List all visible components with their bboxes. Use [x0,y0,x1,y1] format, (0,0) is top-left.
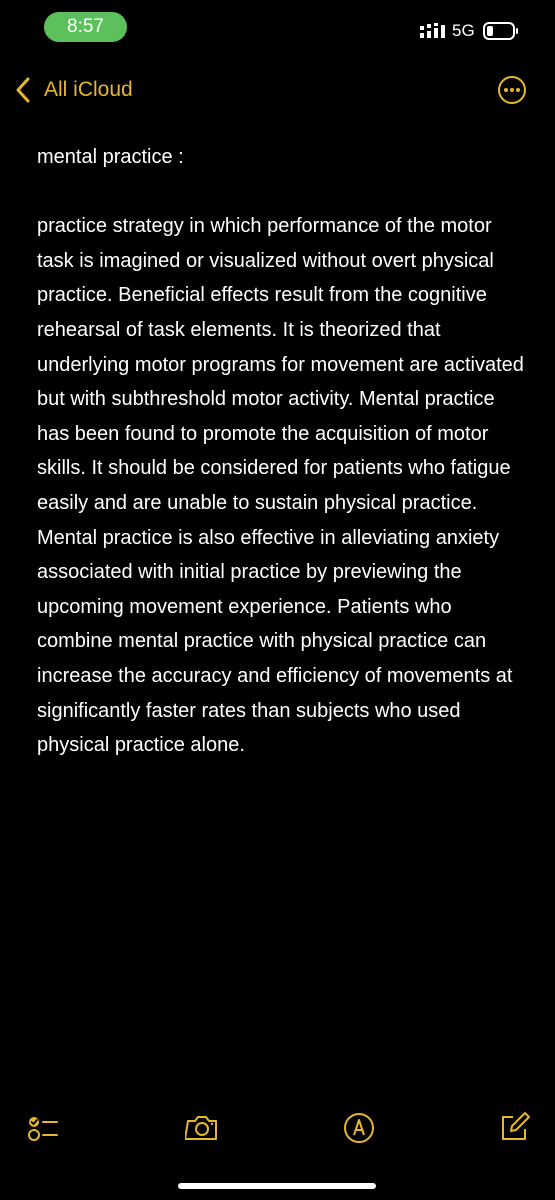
back-label: All iCloud [44,78,133,101]
checklist-icon[interactable] [26,1111,60,1145]
chevron-left-icon [14,76,34,104]
compose-icon[interactable] [497,1111,531,1145]
note-title: mental practice : [37,146,184,168]
note-content[interactable] [37,140,527,763]
markup-pen-icon[interactable] [342,1111,376,1145]
home-indicator[interactable] [178,1183,376,1189]
nav-bar [0,60,555,120]
note-body: practice strategy in which performance of the motor task is imagined or visualized without overt physical practice. Beneficial effects result from the cognitive rehearsal of task elements. It is theorized that underlying motor programs for movement are activated but with subthreshold motor activity. Mental practice has been found to promote the acquisition of motor skills. It should be considered for patients who fatigue easily and are unable to sustain physical practice. Mental practice is also effective in alleviating anxiety associated with initial practice by previewing the upcoming movement experience. Patients who combine mental practice with physical practice can increase the accuracy and efficiency of movements at significantly faster rates than subjects who used physical practice alone. [37,215,524,757]
status-time: 8:57 [44,12,127,42]
signal-bars-icon [420,23,446,39]
ellipsis-circle-icon[interactable] [497,75,527,105]
bottom-toolbar [0,1105,555,1151]
battery-icon [483,22,519,40]
camera-icon[interactable] [185,1111,219,1145]
status-bar [0,0,555,56]
back-button[interactable] [14,74,133,106]
network-type-label: 5G [452,21,475,40]
